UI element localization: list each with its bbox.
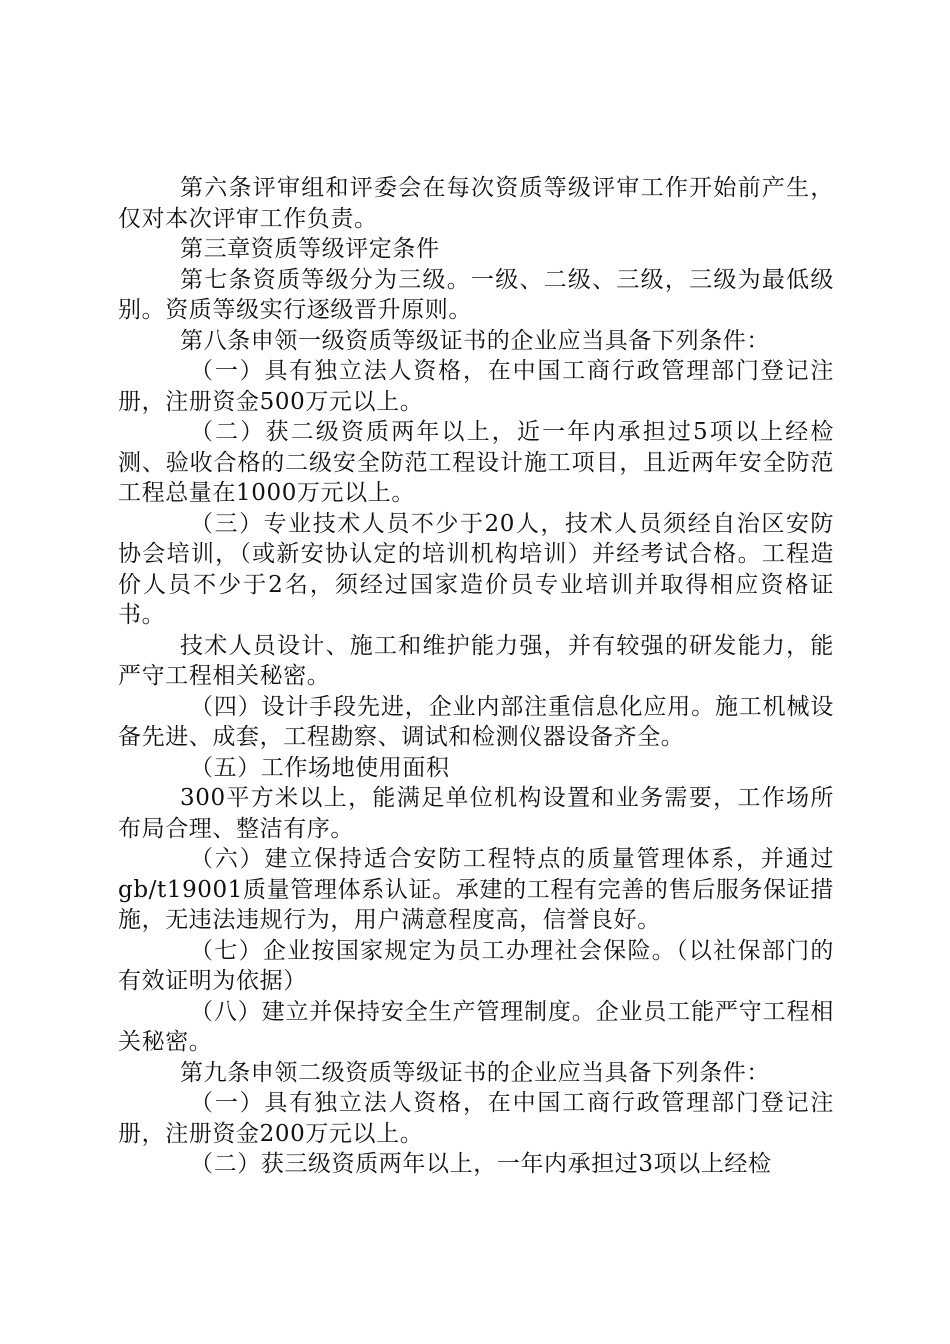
- list-item: （四）设计手段先进，企业内部注重信息化应用。施工机械设备先进、成套，工程勘察、调试和检测仪器设备齐全。: [118, 693, 834, 750]
- chapter-heading: 第三章资质等级评定条件: [180, 236, 440, 262]
- list-item: （一）具有独立法人资格，在中国工商行政管理部门登记注册，注册资金200万元以上。: [118, 1090, 834, 1147]
- paragraph: 第六条评审组和评委会在每次资质等级评审工作开始前产生，仅对本次评审工作负责。: [118, 175, 834, 232]
- list-item: （七）企业按国家规定为员工办理社会保险。（以社保部门的有效证明为依据）: [118, 937, 834, 994]
- list-item: （一）具有独立法人资格，在中国工商行政管理部门登记注册，注册资金500万元以上。: [118, 358, 834, 415]
- paragraph: 第九条申领二级资质等级证书的企业应当具备下列条件：: [180, 1059, 770, 1086]
- paragraph: 技术人员设计、施工和维护能力强，并有较强的研发能力，能严守工程相关秘密。: [118, 632, 834, 689]
- list-item: （二）获三级资质两年以上，一年内承担过3项以上经检: [190, 1151, 772, 1177]
- paragraph: 第八条申领一级资质等级证书的企业应当具备下列条件：: [180, 327, 770, 354]
- list-item: （八）建立并保持安全生产管理制度。企业员工能严守工程相关秘密。: [118, 998, 834, 1055]
- list-item: （二）获二级资质两年以上，近一年内承担过5项以上经检测、验收合格的二级安全防范工程设计施工项目，且近两年安全防范工程总量在1000万元以上。: [118, 419, 834, 506]
- paragraph: 第七条资质等级分为三级。一级、二级、三级，三级为最低级别。资质等级实行逐级晋升原则。: [118, 266, 834, 323]
- paragraph: 300平方米以上，能满足单位机构设置和业务需要，工作场所布局合理、整洁有序。: [118, 785, 834, 842]
- list-item: （三）专业技术人员不少于20人，技术人员须经自治区安防协会培训，（或新安协认定的培训机构培训）并经考试合格。工程造价人员不少于2名，须经过国家造价员专业培训并取得相应资格证书。: [118, 510, 834, 628]
- list-item: （五）工作场地使用面积: [190, 754, 450, 781]
- list-item: （六）建立保持适合安防工程特点的质量管理体系，并通过gb/t19001质量管理体系认证。承建的工程有完善的售后服务保证措施，无违法违规行为，用户满意程度高，信誉良好。: [118, 846, 834, 933]
- document-body: [118, 173, 834, 1180]
